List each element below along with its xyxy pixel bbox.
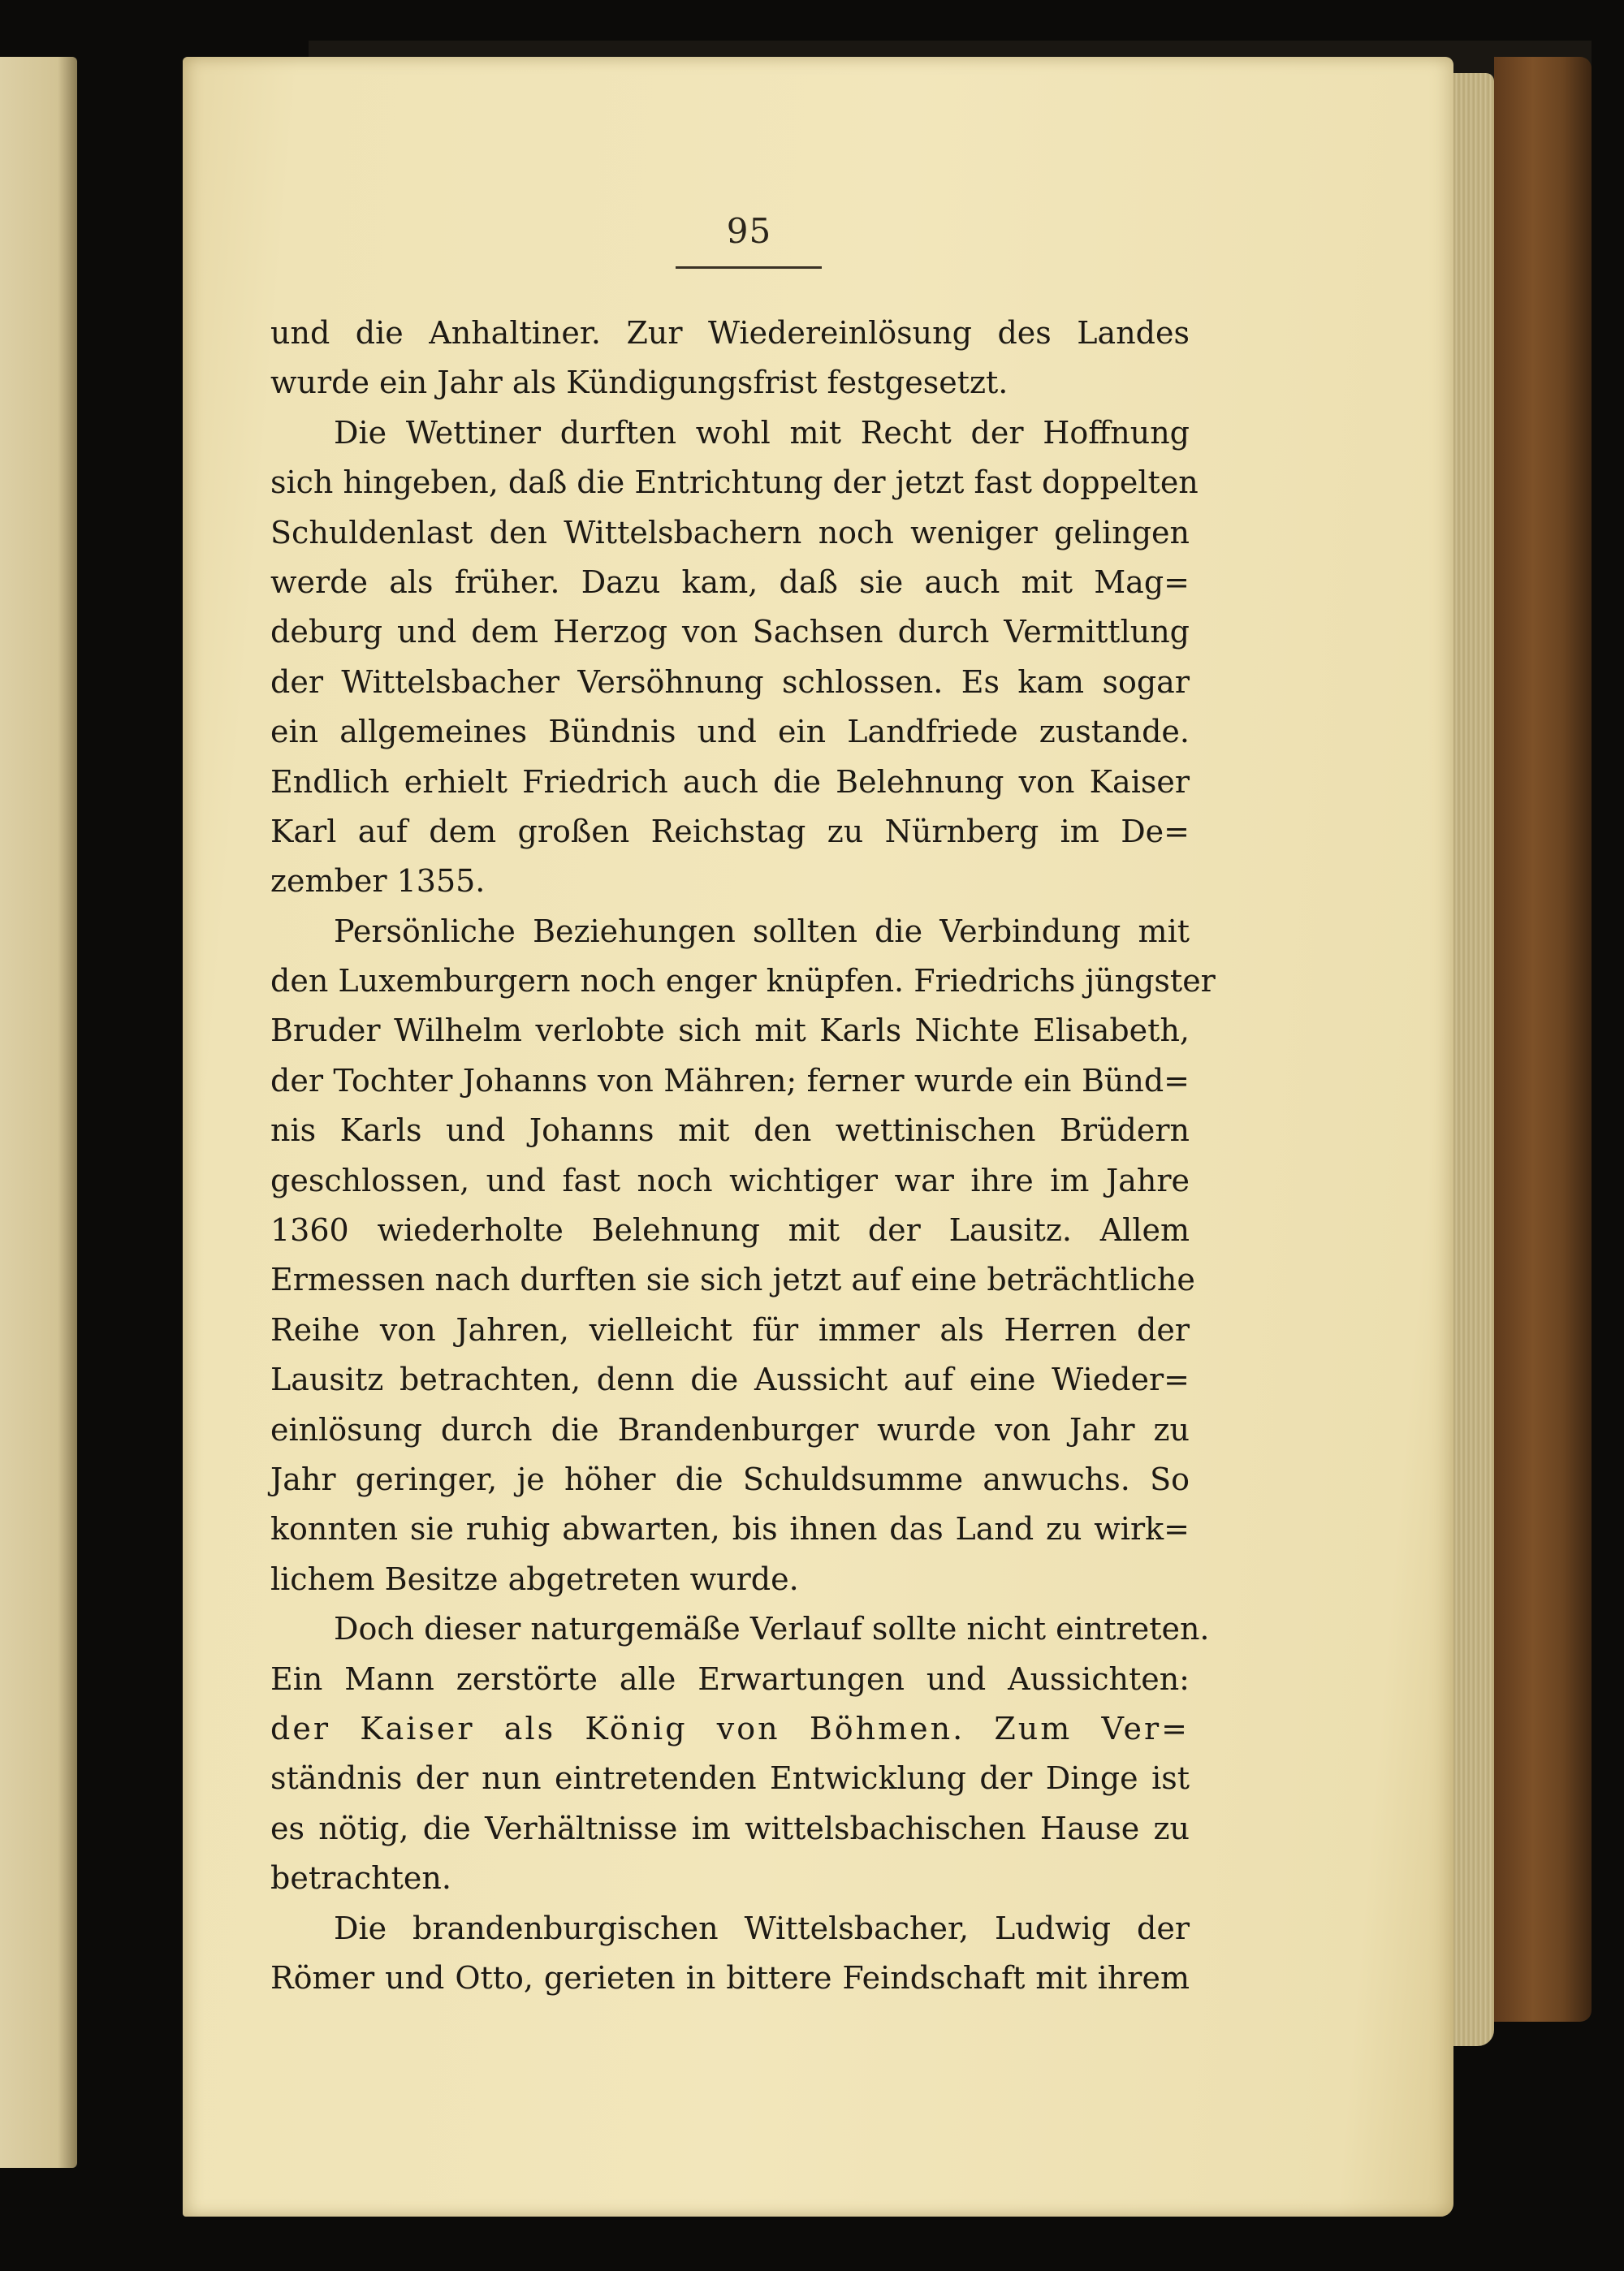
body-text [270,309,1216,2003]
paragraph-first-line: Die Wettiner durften wohl mit Recht der Hoffnung [334,414,1190,451]
text-line: 1360 wiederholte Belehnung mit der Lausitz. Allem [270,1212,1190,1249]
text-line: der Tochter Johanns von Mähren; ferner wurde ein Bünd= [270,1062,1190,1099]
text-line: Ermessen nach durften sie sich jetzt auf eine beträchtliche [270,1262,1195,1298]
text-line: nis Karls und Johanns mit den wettinischen Brüdern [270,1112,1190,1149]
text-line: ständnis der nun eintretenden Entwicklung der Dinge ist [270,1760,1190,1797]
text-line: wurde ein Jahr als Kündigungsfrist festgesetzt. [270,365,1009,401]
text-line: geschlossen, und fast noch wichtiger war ihre im Jahre [270,1162,1190,1198]
text-line: es nötig, die Verhältnisse im wittelsbachischen Hause zu [270,1810,1190,1846]
text-line: Karl auf dem großen Reichstag zu Nürnberg im De= [270,813,1190,849]
book-cover-edge [1494,57,1592,2022]
text-line: Ein Mann zerstörte alle Erwartungen und Aussichten: [270,1660,1190,1697]
text-line: der Kaiser als König von Böhmen. Zum Ver= [270,1710,1190,1746]
text-line: betrachten. [270,1860,451,1897]
text-line: der Wittelsbacher Versöhnung schlossen. Es kam sogar [270,663,1190,700]
paragraph-first-line: Doch dieser naturgemäße Verlauf sollte nicht eintreten. [334,1611,1210,1647]
page-number-rule [676,266,822,269]
text-line: Römer und Otto, gerieten in bittere Feindschaft mit ihrem [270,1959,1190,1996]
text-line: zember 1355. [270,863,486,900]
text-line: Bruder Wilhelm verlobte sich mit Karls Nichte Elisabeth, [270,1012,1190,1049]
paragraph-first-line: Persönliche Beziehungen sollten die Verbindung mit [334,913,1190,949]
text-line: einlösung durch die Brandenburger wurde von Jahr zu [270,1411,1190,1448]
text-line: ein allgemeines Bündnis und ein Landfriede zustande. [270,714,1190,750]
left-page-edge [0,57,77,2168]
text-line: Reihe von Jahren, vielleicht für immer als Herren der [270,1311,1190,1348]
text-line: Lausitz betrachten, denn die Aussicht auf eine Wieder= [270,1362,1190,1398]
text-line: Endlich erhielt Friedrich auch die Belehnung von Kaiser [270,763,1190,800]
text-line: und die Anhaltiner. Zur Wiedereinlösung des Landes [270,315,1190,351]
page-number: 95 [726,211,772,251]
text-line: werde als früher. Dazu kam, daß sie auch mit Mag= [270,563,1190,600]
text-line: konnten sie ruhig abwarten, bis ihnen das Land zu wirk= [270,1511,1190,1548]
text-line: den Luxemburgern noch enger knüpfen. Friedrichs jüngster [270,963,1216,999]
text-line: lichem Besitze abgetreten wurde. [270,1561,799,1597]
text-line: deburg und dem Herzog von Sachsen durch Vermittlung [270,614,1190,650]
paragraph-first-line: Die brandenburgischen Wittelsbacher, Ludwig der [334,1910,1190,1946]
text-line: sich hingeben, daß die Entrichtung der jetzt fast doppelten [270,464,1199,501]
text-line: Schuldenlast den Wittelsbachern noch weniger gelingen [270,514,1190,550]
text-line: Jahr geringer, je höher die Schuldsumme anwuchs. So [270,1461,1190,1497]
